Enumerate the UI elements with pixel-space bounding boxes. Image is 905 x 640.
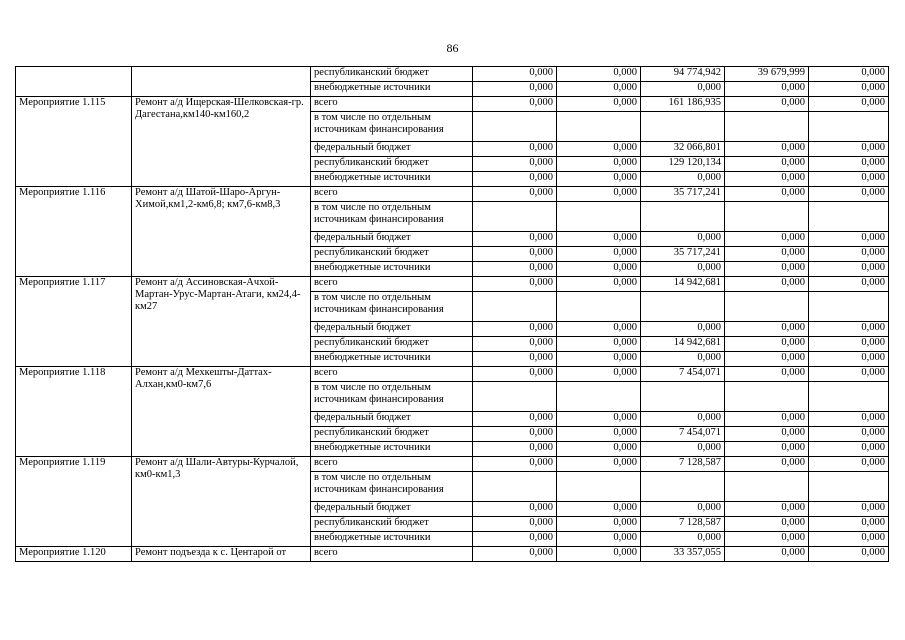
amount-cell-4: 0,000 xyxy=(725,322,809,337)
amount-cell-2: 0,000 xyxy=(557,442,641,457)
amount-cell-4: 0,000 xyxy=(725,547,809,562)
amount-cell-2: 0,000 xyxy=(557,247,641,262)
amount-cell-1: 0,000 xyxy=(473,457,557,472)
funding-source-cell: внебюджетные источники xyxy=(311,532,473,547)
amount-cell-1: 0,000 xyxy=(473,442,557,457)
funding-source-cell: в том числе по отдельным источникам финансирования xyxy=(311,292,473,322)
amount-cell-4: 0,000 xyxy=(725,82,809,97)
amount-cell-1: 0,000 xyxy=(473,172,557,187)
amount-cell-1 xyxy=(473,292,557,322)
amount-cell-4: 0,000 xyxy=(725,337,809,352)
amount-cell-3: 0,000 xyxy=(641,322,725,337)
amount-cell-1: 0,000 xyxy=(473,67,557,82)
amount-cell-1: 0,000 xyxy=(473,547,557,562)
amount-cell-2: 0,000 xyxy=(557,502,641,517)
amount-cell-5: 0,000 xyxy=(809,427,889,442)
funding-source-cell: республиканский бюджет xyxy=(311,337,473,352)
amount-cell-3: 0,000 xyxy=(641,412,725,427)
funding-source-cell: внебюджетные источники xyxy=(311,262,473,277)
amount-cell-2: 0,000 xyxy=(557,517,641,532)
amount-cell-2: 0,000 xyxy=(557,277,641,292)
amount-cell-4: 0,000 xyxy=(725,517,809,532)
amount-cell-2: 0,000 xyxy=(557,67,641,82)
amount-cell-3 xyxy=(641,292,725,322)
amount-cell-1: 0,000 xyxy=(473,247,557,262)
measure-code-cell xyxy=(16,67,132,97)
amount-cell-2: 0,000 xyxy=(557,157,641,172)
amount-cell-1: 0,000 xyxy=(473,517,557,532)
measure-name-cell: Ремонт подъезда к с. Центарой от xyxy=(132,547,311,562)
amount-cell-4: 0,000 xyxy=(725,247,809,262)
measure-code-cell: Мероприятие 1.120 xyxy=(16,547,132,562)
amount-cell-3 xyxy=(641,202,725,232)
amount-cell-4 xyxy=(725,382,809,412)
funding-source-cell: всего xyxy=(311,457,473,472)
amount-cell-4 xyxy=(725,202,809,232)
amount-cell-3: 94 774,942 xyxy=(641,67,725,82)
amount-cell-4: 0,000 xyxy=(725,157,809,172)
table-row xyxy=(16,97,889,112)
amount-cell-1: 0,000 xyxy=(473,322,557,337)
amount-cell-4: 0,000 xyxy=(725,232,809,247)
amount-cell-5: 0,000 xyxy=(809,232,889,247)
measure-code-cell: Мероприятие 1.118 xyxy=(16,367,132,457)
amount-cell-3: 35 717,241 xyxy=(641,247,725,262)
amount-cell-4 xyxy=(725,292,809,322)
funding-source-cell: республиканский бюджет xyxy=(311,427,473,442)
amount-cell-4: 0,000 xyxy=(725,367,809,382)
amount-cell-5: 0,000 xyxy=(809,262,889,277)
amount-cell-1: 0,000 xyxy=(473,412,557,427)
amount-cell-2: 0,000 xyxy=(557,187,641,202)
amount-cell-5: 0,000 xyxy=(809,322,889,337)
amount-cell-5: 0,000 xyxy=(809,502,889,517)
amount-cell-1: 0,000 xyxy=(473,157,557,172)
page-number: 86 xyxy=(446,41,459,55)
amount-cell-3: 35 717,241 xyxy=(641,187,725,202)
amount-cell-2: 0,000 xyxy=(557,262,641,277)
amount-cell-5: 0,000 xyxy=(809,187,889,202)
table-row xyxy=(16,67,889,82)
amount-cell-1: 0,000 xyxy=(473,82,557,97)
amount-cell-1: 0,000 xyxy=(473,427,557,442)
amount-cell-3: 7 454,071 xyxy=(641,427,725,442)
funding-source-cell: внебюджетные источники xyxy=(311,352,473,367)
funding-source-cell: федеральный бюджет xyxy=(311,142,473,157)
table-row xyxy=(16,457,889,472)
funding-source-cell: всего xyxy=(311,547,473,562)
funding-source-cell: внебюджетные источники xyxy=(311,442,473,457)
amount-cell-2: 0,000 xyxy=(557,532,641,547)
funding-source-cell: всего xyxy=(311,367,473,382)
amount-cell-5: 0,000 xyxy=(809,517,889,532)
amount-cell-5: 0,000 xyxy=(809,352,889,367)
amount-cell-2: 0,000 xyxy=(557,457,641,472)
amount-cell-4: 0,000 xyxy=(725,442,809,457)
amount-cell-1: 0,000 xyxy=(473,142,557,157)
funding-source-cell: федеральный бюджет xyxy=(311,502,473,517)
amount-cell-5 xyxy=(809,292,889,322)
financing-table-body xyxy=(16,67,889,562)
amount-cell-3: 0,000 xyxy=(641,262,725,277)
amount-cell-2: 0,000 xyxy=(557,97,641,112)
amount-cell-3: 0,000 xyxy=(641,232,725,247)
funding-source-cell: в том числе по отдельным источникам финансирования xyxy=(311,382,473,412)
amount-cell-5: 0,000 xyxy=(809,367,889,382)
amount-cell-5: 0,000 xyxy=(809,142,889,157)
amount-cell-1 xyxy=(473,472,557,502)
funding-source-cell: федеральный бюджет xyxy=(311,232,473,247)
amount-cell-2: 0,000 xyxy=(557,412,641,427)
amount-cell-5: 0,000 xyxy=(809,82,889,97)
amount-cell-5: 0,000 xyxy=(809,337,889,352)
amount-cell-5: 0,000 xyxy=(809,442,889,457)
measure-code-cell: Мероприятие 1.119 xyxy=(16,457,132,547)
amount-cell-2 xyxy=(557,112,641,142)
funding-source-cell: в том числе по отдельным источникам финансирования xyxy=(311,202,473,232)
amount-cell-1: 0,000 xyxy=(473,532,557,547)
funding-source-cell: федеральный бюджет xyxy=(311,412,473,427)
amount-cell-3: 0,000 xyxy=(641,172,725,187)
measure-code-cell: Мероприятие 1.116 xyxy=(16,187,132,277)
amount-cell-5: 0,000 xyxy=(809,97,889,112)
amount-cell-4: 0,000 xyxy=(725,457,809,472)
amount-cell-3: 129 120,134 xyxy=(641,157,725,172)
amount-cell-4: 0,000 xyxy=(725,427,809,442)
amount-cell-2: 0,000 xyxy=(557,142,641,157)
amount-cell-4: 0,000 xyxy=(725,97,809,112)
amount-cell-3: 0,000 xyxy=(641,502,725,517)
amount-cell-5 xyxy=(809,112,889,142)
amount-cell-1: 0,000 xyxy=(473,352,557,367)
amount-cell-4: 0,000 xyxy=(725,142,809,157)
amount-cell-3: 32 066,801 xyxy=(641,142,725,157)
amount-cell-4: 0,000 xyxy=(725,502,809,517)
amount-cell-4: 0,000 xyxy=(725,187,809,202)
measure-code-cell: Мероприятие 1.115 xyxy=(16,97,132,187)
amount-cell-2: 0,000 xyxy=(557,322,641,337)
amount-cell-1: 0,000 xyxy=(473,277,557,292)
amount-cell-5 xyxy=(809,472,889,502)
amount-cell-4: 0,000 xyxy=(725,172,809,187)
amount-cell-5 xyxy=(809,382,889,412)
funding-source-cell: в том числе по отдельным источникам финансирования xyxy=(311,472,473,502)
amount-cell-2: 0,000 xyxy=(557,232,641,247)
amount-cell-5: 0,000 xyxy=(809,457,889,472)
measure-name-cell: Ремонт а/д Ассиновская-Ачхой-Мартан-Урус-Мартан-Атаги, км24,4-км27 xyxy=(132,277,311,367)
funding-source-cell: федеральный бюджет xyxy=(311,322,473,337)
amount-cell-1: 0,000 xyxy=(473,187,557,202)
amount-cell-3 xyxy=(641,112,725,142)
funding-source-cell: внебюджетные источники xyxy=(311,82,473,97)
amount-cell-3: 0,000 xyxy=(641,352,725,367)
amount-cell-3: 161 186,935 xyxy=(641,97,725,112)
amount-cell-1 xyxy=(473,382,557,412)
amount-cell-5: 0,000 xyxy=(809,277,889,292)
amount-cell-3: 0,000 xyxy=(641,442,725,457)
amount-cell-5: 0,000 xyxy=(809,547,889,562)
amount-cell-3 xyxy=(641,472,725,502)
measure-code-cell: Мероприятие 1.117 xyxy=(16,277,132,367)
amount-cell-5: 0,000 xyxy=(809,412,889,427)
amount-cell-3: 0,000 xyxy=(641,82,725,97)
funding-source-cell: всего xyxy=(311,277,473,292)
measure-name-cell: Ремонт а/д Шатой-Шаро-Аргун-Химой,км1,2-км6,8; км7,6-км8,3 xyxy=(132,187,311,277)
amount-cell-4: 0,000 xyxy=(725,262,809,277)
amount-cell-2 xyxy=(557,472,641,502)
funding-source-cell: всего xyxy=(311,187,473,202)
measure-name-cell xyxy=(132,67,311,97)
amount-cell-2: 0,000 xyxy=(557,547,641,562)
amount-cell-1: 0,000 xyxy=(473,367,557,382)
amount-cell-2: 0,000 xyxy=(557,82,641,97)
measure-name-cell: Ремонт а/д Шали-Автуры-Курчалой, км0-км1,3 xyxy=(132,457,311,547)
table-row xyxy=(16,187,889,202)
amount-cell-2: 0,000 xyxy=(557,337,641,352)
amount-cell-2: 0,000 xyxy=(557,352,641,367)
financing-table xyxy=(15,66,889,562)
amount-cell-5: 0,000 xyxy=(809,67,889,82)
amount-cell-4 xyxy=(725,472,809,502)
funding-source-cell: внебюджетные источники xyxy=(311,172,473,187)
table-row xyxy=(16,367,889,382)
amount-cell-1 xyxy=(473,112,557,142)
funding-source-cell: республиканский бюджет xyxy=(311,67,473,82)
amount-cell-1: 0,000 xyxy=(473,232,557,247)
funding-source-cell: в том числе по отдельным источникам финансирования xyxy=(311,112,473,142)
amount-cell-3: 7 128,587 xyxy=(641,517,725,532)
measure-name-cell: Ремонт а/д Ищерская-Шелковская-гр. Дагестана,км140-км160,2 xyxy=(132,97,311,187)
amount-cell-5: 0,000 xyxy=(809,172,889,187)
amount-cell-5: 0,000 xyxy=(809,532,889,547)
amount-cell-2: 0,000 xyxy=(557,367,641,382)
funding-source-cell: республиканский бюджет xyxy=(311,517,473,532)
amount-cell-3: 7 454,071 xyxy=(641,367,725,382)
amount-cell-4: 0,000 xyxy=(725,412,809,427)
amount-cell-3 xyxy=(641,382,725,412)
amount-cell-1 xyxy=(473,202,557,232)
amount-cell-2: 0,000 xyxy=(557,427,641,442)
amount-cell-3: 14 942,681 xyxy=(641,277,725,292)
amount-cell-3: 33 357,055 xyxy=(641,547,725,562)
amount-cell-3: 14 942,681 xyxy=(641,337,725,352)
funding-source-cell: всего xyxy=(311,97,473,112)
amount-cell-2 xyxy=(557,292,641,322)
amount-cell-1: 0,000 xyxy=(473,502,557,517)
amount-cell-4: 0,000 xyxy=(725,532,809,547)
measure-name-cell: Ремонт а/д Мехкешты-Даттах-Алхан,км0-км7,6 xyxy=(132,367,311,457)
amount-cell-4: 0,000 xyxy=(725,277,809,292)
amount-cell-5: 0,000 xyxy=(809,247,889,262)
amount-cell-1: 0,000 xyxy=(473,97,557,112)
amount-cell-1: 0,000 xyxy=(473,337,557,352)
amount-cell-2 xyxy=(557,202,641,232)
funding-source-cell: республиканский бюджет xyxy=(311,247,473,262)
amount-cell-3: 0,000 xyxy=(641,532,725,547)
amount-cell-4: 39 679,999 xyxy=(725,67,809,82)
amount-cell-4: 0,000 xyxy=(725,352,809,367)
funding-source-cell: республиканский бюджет xyxy=(311,157,473,172)
amount-cell-5: 0,000 xyxy=(809,157,889,172)
table-row xyxy=(16,277,889,292)
amount-cell-5 xyxy=(809,202,889,232)
amount-cell-3: 7 128,587 xyxy=(641,457,725,472)
amount-cell-2 xyxy=(557,382,641,412)
amount-cell-1: 0,000 xyxy=(473,262,557,277)
amount-cell-4 xyxy=(725,112,809,142)
table-row xyxy=(16,547,889,562)
amount-cell-2: 0,000 xyxy=(557,172,641,187)
